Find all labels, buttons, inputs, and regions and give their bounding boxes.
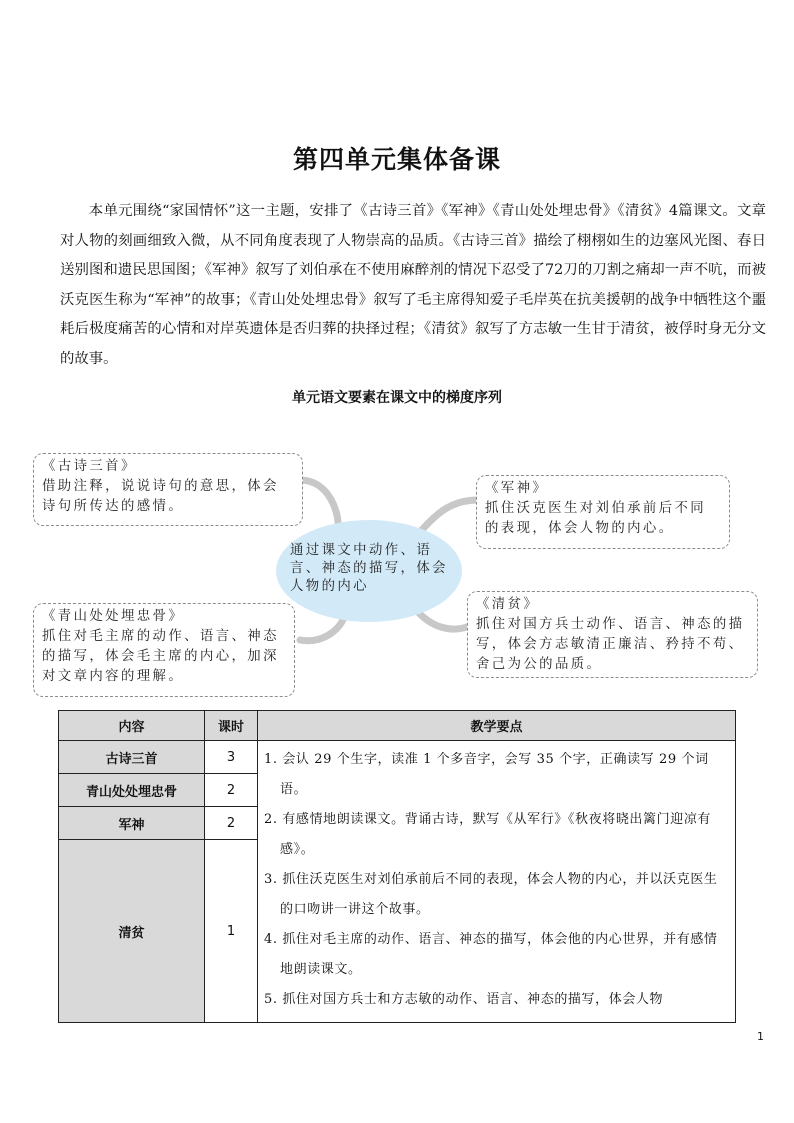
header-points: 教学要点 xyxy=(258,711,736,741)
teaching-point: 2. 有感情地朗读课文。背诵古诗，默写《从军行》《秋夜将晓出篱门迎凉有感》。 xyxy=(264,812,712,857)
header-hours: 课时 xyxy=(205,711,258,741)
lesson-hours: 1 xyxy=(205,840,258,1023)
mindmap-box-text: 抓住对国方兵士动作、语言、神态的描写，体会方志敏清正廉洁、矜持不苟、舍己为公的品质。 xyxy=(476,617,745,672)
page-number: 1 xyxy=(757,1030,764,1043)
lesson-name: 军神 xyxy=(59,807,205,840)
mindmap-box-qingpin xyxy=(467,591,758,678)
teaching-point: 5. 抓住对国方兵士和方志敏的动作、语言、神态的描写，体会人物 xyxy=(264,992,664,1007)
teaching-point: 4. 抓住对毛主席的动作、语言、神态的描写，体会他的内心世界，并有感情地朗读课文。 xyxy=(264,932,718,977)
teaching-point: 3. 抓住沃克医生对刘伯承前后不同的表现，体会人物的内心，并以沃克医生的口吻讲一讲这个故事。 xyxy=(264,872,718,917)
mindmap-box-title: 《清贫》 xyxy=(476,597,540,612)
table-header-row xyxy=(59,711,736,741)
mindmap-center-text: 通过课文中动作、语言、神态的描写，体会人物的内心 xyxy=(290,543,448,594)
mindmap-box-title: 《古诗三首》 xyxy=(42,459,137,474)
lesson-name: 清贫 xyxy=(59,840,205,1023)
mindmap-box-poems xyxy=(33,453,303,526)
mindmap-box-text: 抓住沃克医生对刘伯承前后不同的表现，体会人物的内心。 xyxy=(485,501,707,536)
mindmap-box-text: 抓住对毛主席的动作、语言、神态的描写，体会毛主席的内心，加深对文章内容的理解。 xyxy=(42,629,279,684)
teaching-point: 1. 会认 29 个生字，读准 1 个多音字，会写 35 个字，正确读写 29 个词语。 xyxy=(264,752,709,797)
mindmap-box-qingshan xyxy=(33,603,295,697)
table-row xyxy=(59,741,736,774)
teaching-points-cell xyxy=(258,741,736,1023)
mindmap-box-title: 《军神》 xyxy=(485,481,549,496)
mindmap-box-junshen xyxy=(476,475,730,549)
lesson-hours: 2 xyxy=(205,774,258,807)
intro-paragraph: 本单元围绕“家国情怀”这一主题，安排了《古诗三首》《军神》《青山处处埋忠骨》《清贫》4篇课文。文章对人物的刻画细致入微，从不同角度表现了人物崇高的品质。《古诗三首》描绘了栩栩如生的边塞风光图、春日送别图和遗民思国图；《军神》叙写了刘伯承在不使用麻醉剂的情况下忍受了72刀的刀割之痛却一声不吭，而被沃克医生称为“军神”的故事；《青山处处埋忠骨》叙写了毛主席得知爱子毛岸英在抗美援朝的战争中牺牲这个噩耗后极度痛苦的心情和对岸英遗体是否归葬的抉择过程；《清贫》叙写了方志敏一生甘于清贫，被俘时身无分文的故事。 xyxy=(60,203,766,367)
header-content: 内容 xyxy=(59,711,205,741)
lesson-name: 古诗三首 xyxy=(59,741,205,774)
mindmap-box-title: 《青山处处埋忠骨》 xyxy=(42,609,185,624)
mindmap-box-text: 借助注释，说说诗句的意思，体会诗句所传达的感情。 xyxy=(42,479,279,514)
lesson-plan-table xyxy=(58,710,736,1023)
page-title: 第四单元集体备课 xyxy=(292,145,501,174)
lesson-name: 青山处处埋忠骨 xyxy=(59,774,205,807)
lesson-hours: 2 xyxy=(205,807,258,840)
lesson-hours: 3 xyxy=(205,741,258,774)
section-subtitle: 单元语文要素在课文中的梯度序列 xyxy=(292,390,502,406)
